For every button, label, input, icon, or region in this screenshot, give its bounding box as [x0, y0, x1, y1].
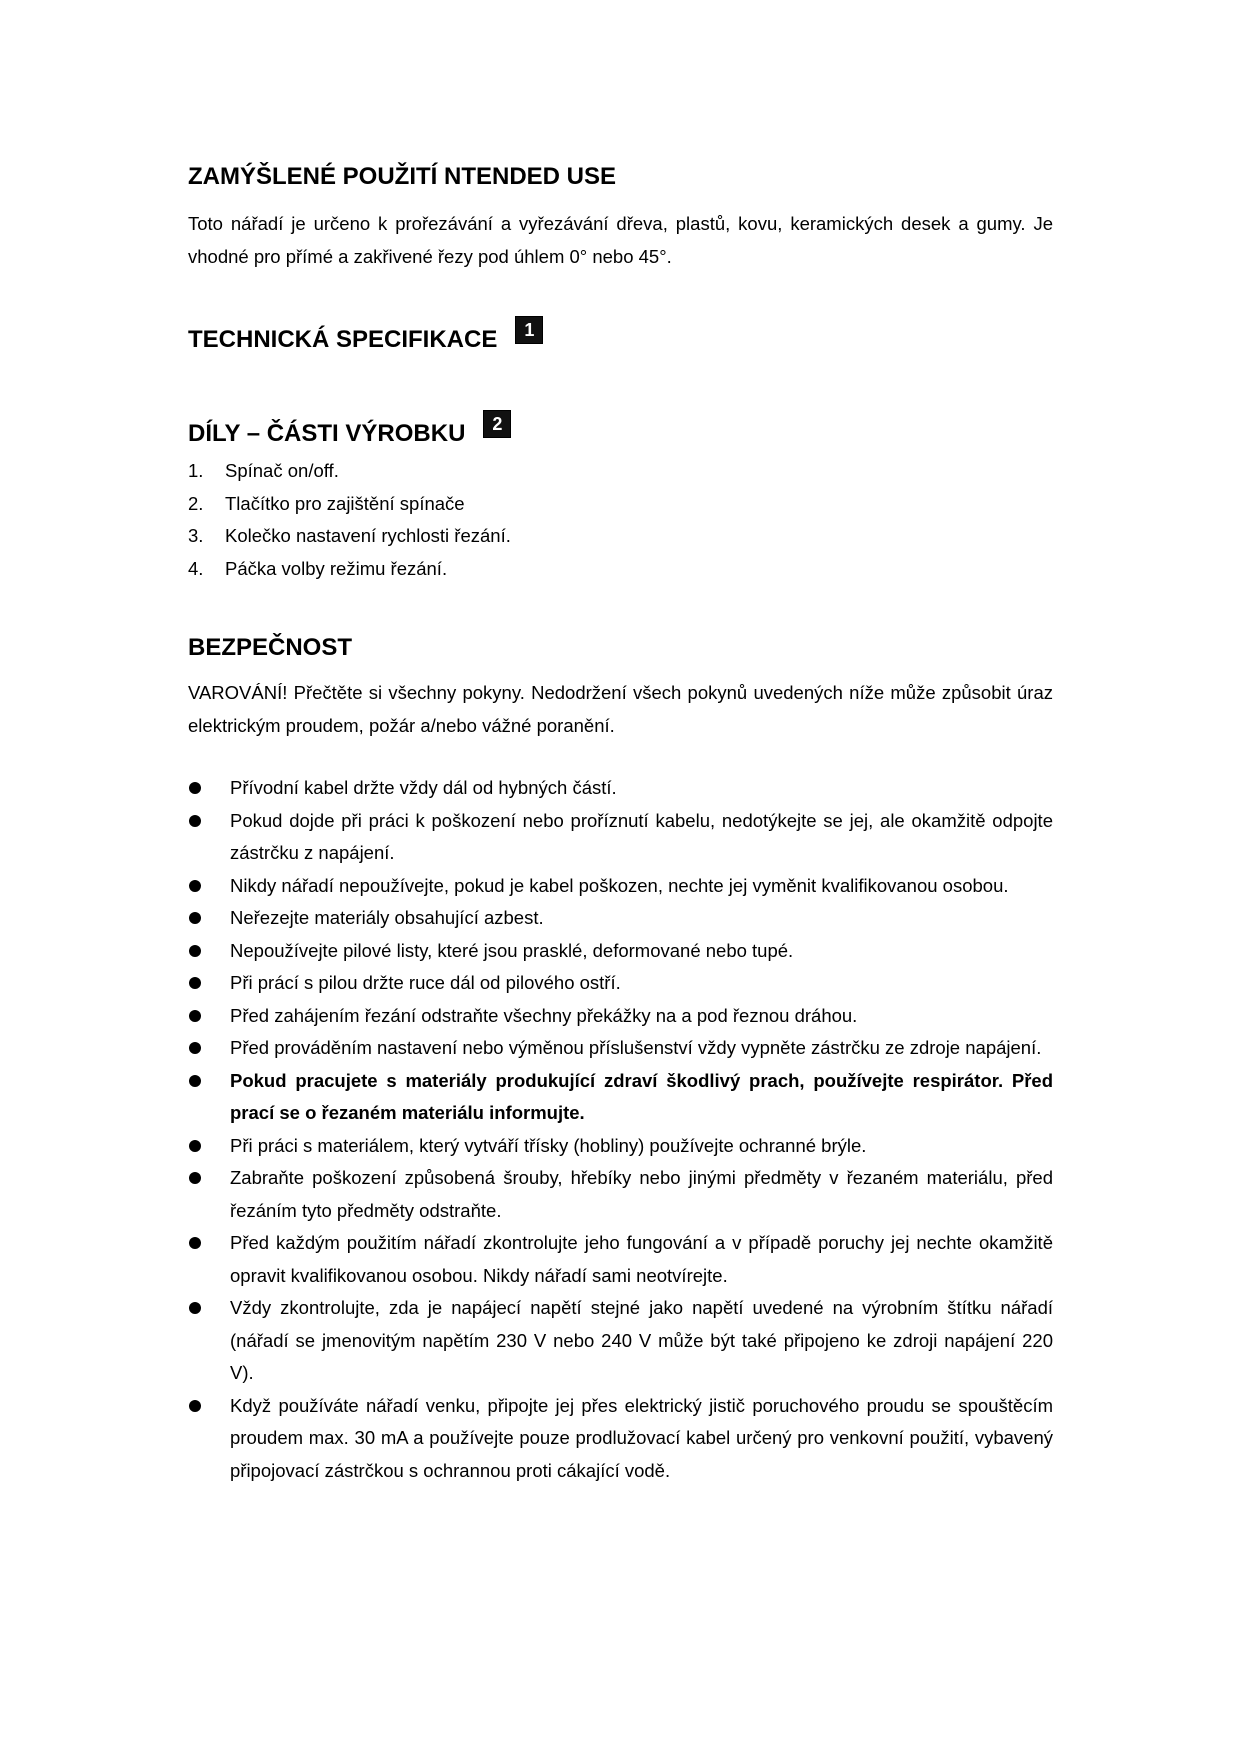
list-item	[188, 772, 1053, 805]
list-item	[188, 902, 1053, 935]
list-item	[188, 1292, 1053, 1390]
parts-heading	[188, 414, 1053, 451]
list-item	[188, 1227, 1053, 1292]
list-item-text: Při práci s materiálem, který vytváří třísky (hobliny) používejte ochranné brýle.	[230, 1134, 867, 1156]
list-item	[188, 1065, 1053, 1130]
list-item-text: Když používáte nářadí venku, připojte jej přes elektrický jistič poruchového proudu se spouštěcím proudem max. 30 mA a používejte pouze prodlužovací kabel určený pro venkovní použití, vybavený připojovací zástrčkou s ochrannou proti cákající vodě.	[230, 1394, 1053, 1481]
safety-warning-text: VAROVÁNÍ! Přečtěte si všechny pokyny. Nedodržení všech pokynů uvedených níže může způsobit úraz elektrickým proudem, požár a/nebo vážné poranění.	[188, 682, 1053, 736]
list-item-text: Zabraňte poškození způsobená šrouby, hřebíky nebo jinými předměty v řezaném materiálu, před řezáním tyto předměty odstraňte.	[230, 1167, 1053, 1221]
bullet-icon	[188, 1292, 230, 1390]
bullet-icon	[188, 902, 230, 935]
list-item-text: Při prácí s pilou držte ruce dál od pilového ostří.	[230, 972, 621, 993]
list-item-number: 4.	[188, 557, 204, 579]
bullet-icon	[188, 1130, 230, 1163]
list-item-text: Tlačítko pro zajištění spínače	[225, 492, 465, 514]
list-item	[188, 553, 1053, 586]
figure-ref-1-badge: 1	[515, 316, 543, 344]
bullet-icon	[188, 1032, 230, 1065]
safety-bullet-list	[188, 772, 1053, 1487]
list-item-text: Před zahájením řezání odstraňte všechny překážky na a pod řeznou dráhou.	[230, 1004, 858, 1026]
parts-list	[188, 455, 1053, 585]
list-item	[188, 1032, 1053, 1065]
bullet-icon	[188, 935, 230, 968]
list-item	[188, 870, 1053, 903]
parts-title: DÍLY – ČÁSTI VÝROBKU	[188, 420, 466, 447]
list-item	[188, 520, 1053, 553]
list-item	[188, 488, 1053, 521]
list-item	[188, 935, 1053, 968]
bullet-icon	[188, 870, 230, 903]
safety-heading: BEZPEČNOST	[188, 634, 353, 661]
bullet-icon	[188, 772, 230, 805]
bullet-icon	[188, 1065, 230, 1130]
list-item-number: 3.	[188, 525, 204, 546]
list-item-number: 2.	[188, 492, 204, 514]
list-item-text: Kolečko nastavení rychlosti řezání.	[225, 525, 511, 546]
list-item	[188, 1162, 1053, 1227]
list-item-text: Pokud pracujete s materiály produkující zdraví škodlivý prach, používejte respirátor. Před prací se o řezaném materiálu informujte.	[230, 1069, 1053, 1123]
bullet-icon	[188, 805, 230, 870]
list-item-text: Pokud dojde při práci k poškození nebo proříznutí kabelu, nedotýkejte se jej, ale okamžitě odpojte zástrčku z napájení.	[230, 809, 1053, 863]
list-item-number: 1.	[188, 460, 204, 481]
list-item-text: Vždy zkontrolujte, zda je napájecí napětí stejné jako napětí uvedené na výrobním štítku nářadí (nářadí se jmenovitým napětím 230 V nebo 240 V může být také připojeno ke zdroji napájení 220 V).	[230, 1297, 1053, 1383]
list-item-text: Přívodní kabel držte vždy dál od hybných částí.	[230, 777, 617, 798]
bullet-icon	[188, 1390, 230, 1488]
list-item	[188, 805, 1053, 870]
bullet-icon	[188, 967, 230, 1000]
tech-spec-title: TECHNICKÁ SPECIFIKACE	[188, 326, 498, 353]
intended-use-heading: ZAMÝŠLENÉ POUŽITÍ NTENDED USE	[188, 163, 617, 190]
list-item-text: Spínač on/off.	[225, 460, 339, 481]
list-item-text: Nikdy nářadí nepoužívejte, pokud je kabel poškozen, nechte jej vyměnit kvalifikovanou osobou.	[230, 874, 1009, 896]
bullet-icon	[188, 1227, 230, 1292]
figure-ref-2-badge: 2	[483, 410, 511, 438]
bullet-icon	[188, 1162, 230, 1227]
list-item-text: Neřezejte materiály obsahující azbest.	[230, 907, 544, 928]
list-item-text: Nepoužívejte pilové listy, které jsou prasklé, deformované nebo tupé.	[230, 939, 794, 961]
intended-use-text: Toto nářadí je určeno k prořezávání a vyřezávání dřeva, plastů, kovu, keramických desek a gumy. Je vhodné pro přímé a zakřivené řezy pod úhlem 0° nebo 45°.	[188, 213, 1053, 267]
list-item	[188, 967, 1053, 1000]
list-item	[188, 1000, 1053, 1033]
list-item-text: Páčka volby režimu řezání.	[225, 557, 448, 579]
tech-spec-heading	[188, 320, 1053, 357]
list-item	[188, 1130, 1053, 1163]
list-item-text: Před prováděním nastavení nebo výměnou příslušenství vždy vypněte zástrčku ze zdroje napájení.	[230, 1037, 1042, 1058]
list-item-text: Před každým použitím nářadí zkontrolujte jeho fungování a v případě poruchy jej nechte okamžitě opravit kvalifikovanou osobou. Nikdy nářadí sami neotvírejte.	[230, 1232, 1053, 1286]
document-page	[188, 160, 1053, 1487]
list-item	[188, 455, 1053, 488]
bullet-icon	[188, 1000, 230, 1033]
list-item	[188, 1390, 1053, 1488]
